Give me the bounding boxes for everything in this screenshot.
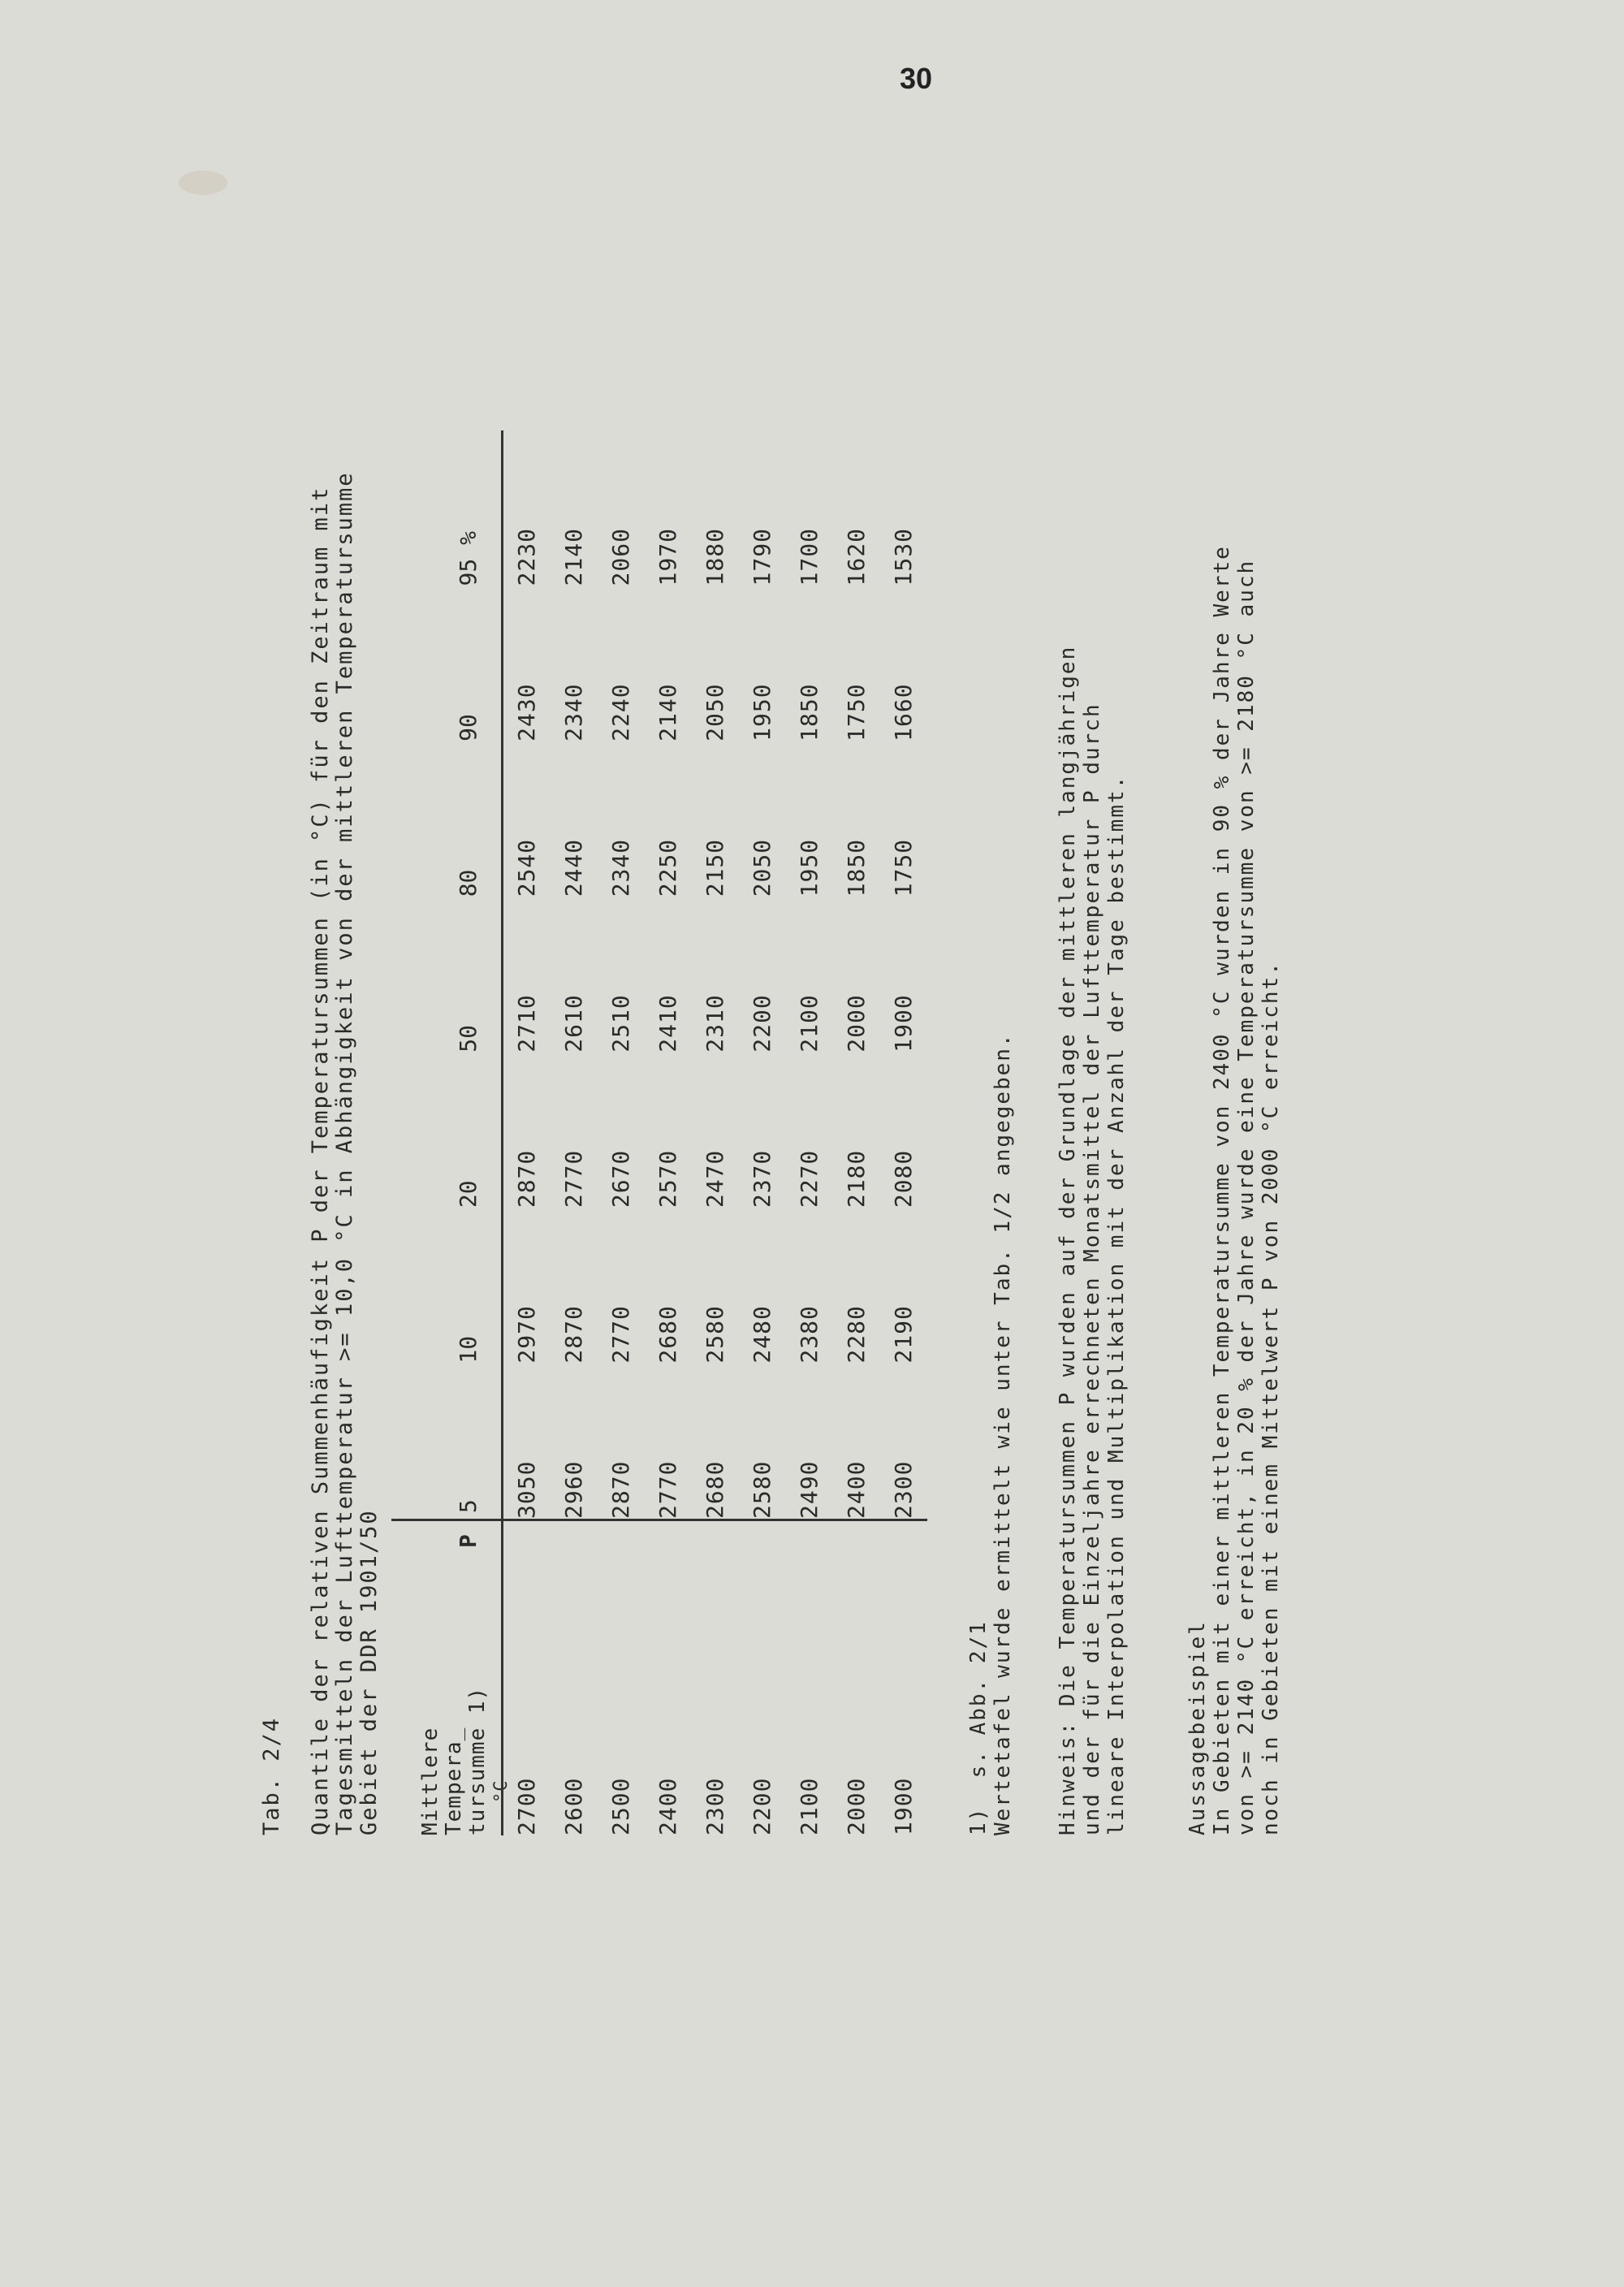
table-cell: 2770 [560,1149,587,1208]
table-cell: 2050 [702,683,728,741]
table-cell: 2190 [890,1305,917,1364]
table-cell: 2430 [513,683,540,741]
table-cell: 2270 [796,1149,823,1208]
example-line: von >= 2140 °C erreicht, in 20 % der Jahre wurde eine Temperatursumme von >= 2180 °C auch [1234,559,1259,1835]
example-note [1186,545,1283,1835]
page-number: 30 [900,62,933,95]
corner-line: Mittlere [418,1727,443,1835]
corner-line: tursumme 1) [465,1686,490,1835]
table-cell: 2050 [749,838,775,897]
table-cell: 2310 [702,994,728,1053]
row-label: 2300 [692,1519,739,1835]
row-label: 2100 [786,1519,833,1835]
table-cell: 2400 [843,1460,870,1519]
table-cell: 2770 [654,1460,681,1519]
table-cell: 2870 [560,1305,587,1364]
column-header [391,586,501,741]
p-symbol: P [455,1534,482,1548]
row-label: 2400 [645,1519,692,1835]
table-cell: 2140 [560,528,587,586]
table-cell: 1970 [654,528,681,586]
example-title: Aussagebeispiel [1186,1620,1210,1835]
hinweis-note [1056,646,1129,1835]
column-label: 5 [455,1499,482,1514]
table-cell: 2230 [513,528,540,586]
table-cell: 2100 [796,994,823,1053]
table-cell: 2960 [560,1460,587,1519]
caption-line: Gebiet der DDR 1901/50 [356,1509,382,1835]
column-header [391,1053,501,1208]
table-cell: 2540 [513,838,540,897]
footnote-line: 1) s. Abb. 2/1 [966,1620,991,1835]
column-header [391,1208,501,1363]
table-cell: 2680 [702,1460,728,1519]
table-cell: 2370 [749,1149,775,1208]
table-cell: 2060 [607,528,634,586]
table-cell: 2300 [890,1460,917,1519]
footnote-line: Wertetafel wurde ermittelt wie unter Tab. 1/2 angegeben. [991,1032,1015,1835]
column-header [391,430,501,586]
table-cell: 1850 [843,838,870,897]
caption-line: Quantile der relativen Summenhäufigkeit P der Temperatursummen (in °C) für den Zeitraum mit [308,486,333,1835]
table-cell: 2440 [560,838,587,897]
hinweis-line: lineare Interpolation und Multiplikation mit der Anzahl der Tage bestimmt. [1104,774,1129,1835]
table-cell: 2870 [513,1149,540,1208]
table-cell: 1950 [796,838,823,897]
table-cell: 2410 [654,994,681,1053]
table-cell: 1660 [890,683,917,741]
row-label: 2600 [551,1519,598,1835]
table-caption [260,472,382,1836]
column-header [391,741,501,897]
table-cell: 2670 [607,1149,634,1208]
table-cell: 1850 [796,683,823,741]
column-label: 95 % [455,531,482,586]
column-label: 80 [455,869,482,897]
column-label: 50 [455,1025,482,1053]
table-cell: 2770 [607,1305,634,1364]
table-cell: 1620 [843,528,870,586]
column-header [391,897,501,1052]
table-cell: 2180 [843,1149,870,1208]
table-cell: 2240 [607,683,634,741]
table-cell: 2340 [607,838,634,897]
table-cell: 2970 [513,1305,540,1364]
table-cell: 2580 [749,1460,775,1519]
table-cell: 2680 [654,1305,681,1364]
footnote [966,1032,1015,1835]
table-cell: 2080 [890,1149,917,1208]
table-cell: 2340 [560,683,587,741]
row-label: 1900 [880,1519,927,1835]
table-cell: 2610 [560,994,587,1053]
caption-line: Tagesmitteln der Lufttemperatur >= 10,0 °C in Abhängigkeit von der mittleren Temperatursumme [332,471,357,1835]
column-label: 10 [455,1335,482,1364]
table-cell: 1950 [749,683,775,741]
row-label: 2200 [739,1519,786,1835]
table-cell: 2000 [843,994,870,1053]
table-cell: 1750 [843,683,870,741]
table-cell: 1790 [749,528,775,586]
table-cell: 2510 [607,994,634,1053]
table-cell: 2150 [702,838,728,897]
table-cell: 1900 [890,994,917,1053]
row-label: 2700 [503,1519,551,1835]
row-label: 2500 [598,1519,645,1835]
table-cell: 2380 [796,1305,823,1364]
hinweis-line: und der für die Einzeljahre errechneten Monatsmittel der Lufttemperatur P durch [1080,703,1104,1835]
stain-mark [179,171,227,195]
corner-line: Tempera_ [442,1727,466,1835]
table-label: Tab. 2/4 [259,1716,284,1835]
column-header [391,1364,501,1548]
table-cell: 2200 [749,994,775,1053]
table-cell: 1880 [702,528,728,586]
example-line: In Gebieten mit einer mittleren Temperatursumme von 2400 °C wurden in 90 % der Jahre Werte [1210,545,1234,1835]
table-cell: 2870 [607,1460,634,1519]
table-cell: 2140 [654,683,681,741]
table-cell: 2280 [843,1305,870,1364]
table-cell: 2470 [702,1149,728,1208]
table-cell: 1750 [890,838,917,897]
quantile-table [391,430,927,1835]
corner-line: °C [491,1779,512,1803]
table-cell: 2570 [654,1149,681,1208]
column-label: 20 [455,1180,482,1208]
table-cell: 3050 [513,1460,540,1519]
table-cell: 1700 [796,528,823,586]
table-cell: 2710 [513,994,540,1053]
hinweis-line: Hinweis: Die Temperatursummen P wurden auf der Grundlage der mittleren langjährigen [1056,645,1080,1835]
table-cell: 2480 [749,1305,775,1364]
row-label: 2000 [833,1519,880,1835]
table-cell: 1530 [890,528,917,586]
table-cell: 2490 [796,1460,823,1519]
rotated-content [260,0,1624,1835]
example-line: noch in Gebieten mit einem Mittelwert P von 2000 °C erreicht. [1259,961,1283,1835]
corner-header [391,1519,512,1835]
table-cell: 2250 [654,838,681,897]
column-label: 90 [455,714,482,741]
table-cell: 2580 [702,1305,728,1364]
